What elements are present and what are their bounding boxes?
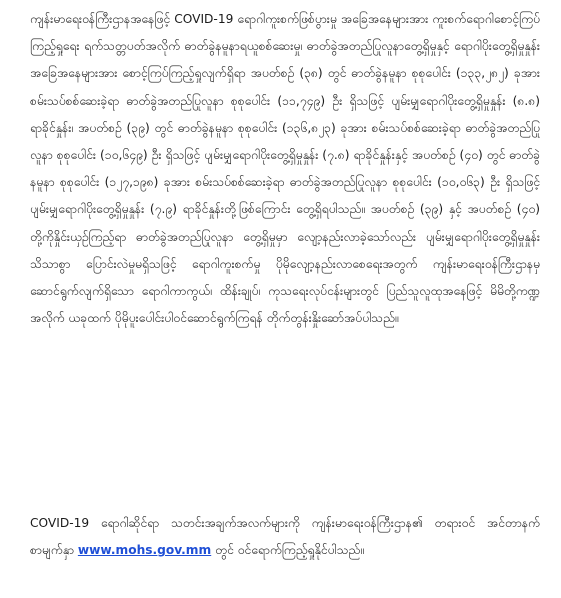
- paragraph-text-after-link: တွင် ဝင်ရောက်ကြည့်ရှုနိုင်ပါသည်။: [211, 543, 364, 558]
- bullet-item-weekly-testing: [30, 6, 540, 496]
- paragraph-weekly-testing: ကျန်းမာရေးဝန်ကြီးဌာနအနေဖြင့် COVID-19 ရောဂါကူးစက်ဖြစ်ပွားမှု အခြေအနေများအား ကူးစက်ရောဂါစောင့်ကြပ်ကြည့်ရှုရေး ရက်သတ္တပတ်အလိုက် ဓာတ်ခွဲနမူနာရယူစစ်ဆေးမှု၊ ဓာတ်ခွဲအတည်ပြုလူနာတွေ့ရှိမှုနှင့် ရောဂါပိုးတွေ့ရှိမှုနှုန်း အခြေအနေများအား စောင့်ကြပ်ကြည့်ရှုလျက်ရှိရာ အပတ်စဉ် (၃၈) တွင် ဓာတ်ခွဲနမူနာ စုစုပေါင်း (၁၃၃,၂၈၂) ခုအား စမ်းသပ်စစ်ဆေးခဲ့ရာ ဓာတ်ခွဲအတည်ပြုလူနာ စုစုပေါင်း (၁၁,၇၄၉) ဦး ရှိသဖြင့် ပျမ်းမျှရောဂါပိုးတွေ့ရှိမှုနှုန်း (၈.၈) ရာခိုင်နှုန်း၊ အပတ်စဉ် (၃၉) တွင် ဓာတ်ခွဲနမူနာ စုစုပေါင်း (၁၃၆,၈၂၃) ခုအား စမ်းသပ်စစ်ဆေးခဲ့ရာ ဓာတ်ခွဲအတည်ပြုလူနာ စုစုပေါင်း (၁၀,၆၄၉) ဦး ရှိသဖြင့် ပျမ်းမျှရောဂါပိုးတွေ့ရှိမှုနှုန်း (၇.၈) ရာခိုင်နှုန်းနှင့် အပတ်စဉ် (၄၀) တွင် ဓာတ်ခွဲနမူနာ စုစုပေါင်း (၁၂၇,၁၉၈) ခုအား စမ်းသပ်စစ်ဆေးခဲ့ရာ ဓာတ်ခွဲအတည်ပြုလူနာ စုစုပေါင်း (၁၀,၀၆၃) ဦး ရှိသဖြင့် ပျမ်းမျှရောဂါပိုးတွေ့ရှိမှုနှုန်း (၇.၉) ရာခိုင်နှုန်းတို့ဖြစ်ကြောင်း တွေ့ရှိရပါသည်။ အပတ်စဉ် (၃၉) နှင့် အပတ်စဉ် (၄၀) တို့ကိုနှိုင်းယှဉ်ကြည့်ရာ ဓာတ်ခွဲအတည်ပြုလူနာ တွေ့ရှိမှုမှာ လျော့နည်းလာခဲ့သော်လည်း ပျမ်းမျှရောဂါပိုးတွေ့ရှိမှုနှုန်း သိသာစွာ ပြောင်းလဲမှုမရှိသဖြင့် ရောဂါကူးစက်မှု ပိုမိုလျော့နည်းလာစေရေးအတွက် ကျန်းမာရေးဝန်ကြီးဌာနမှ ဆောင်ရွက်လျက်ရှိသော ရောဂါကာကွယ်၊ ထိန်းချုပ်၊ ကုသရေးလုပ်ငန်းများတွင် ပြည်သူလူထုအနေဖြင့် မိမိတို့ကဏ္ဍအလိုက် ယခုထက် ပိုမိုပူးပေါင်းပါဝင်ဆောင်ရွက်ကြရန် တိုက်တွန်းနှိုးဆော်အပ်ပါသည်။: [30, 12, 540, 326]
- paragraph-text-before-link: COVID-19 ရောဂါဆိုင်ရာ သတင်းအချက်အလက်များကို ကျန်းမာရေးဝန်ကြီးဌာန၏ တရားဝင် အင်တာနက်စာမျက်နှာ: [30, 516, 540, 558]
- paragraph-info-website: [30, 510, 540, 564]
- mohs-website-link[interactable]: www.mohs.gov.mm: [77, 543, 212, 558]
- bullet-item-info-website: [30, 510, 540, 580]
